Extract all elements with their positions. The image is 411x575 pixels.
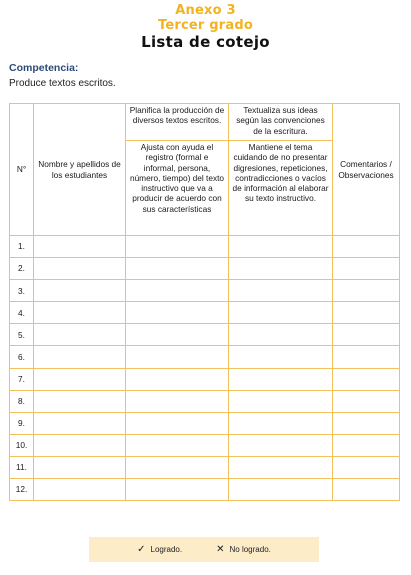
indicator-1-cell[interactable] xyxy=(126,434,229,456)
indicator-2-cell[interactable] xyxy=(229,302,333,324)
col-header-student-name: Nombre y apellidos de los estudiantes xyxy=(34,104,126,236)
indicator-2-cell[interactable] xyxy=(229,368,333,390)
indicator-1-cell[interactable] xyxy=(126,346,229,368)
indicator-2-cell[interactable] xyxy=(229,280,333,302)
row-number: 8. xyxy=(10,390,34,412)
table-row xyxy=(10,324,400,346)
student-name-cell[interactable] xyxy=(34,368,126,390)
comments-cell[interactable] xyxy=(333,346,400,368)
competencia-label: Competencia: xyxy=(9,62,79,74)
indicator-2-cell[interactable] xyxy=(229,390,333,412)
row-number: 2. xyxy=(10,258,34,280)
comments-cell[interactable] xyxy=(333,479,400,501)
indicator-2-cell[interactable] xyxy=(229,324,333,346)
indicator-2-cell[interactable] xyxy=(229,456,333,478)
row-number: 6. xyxy=(10,346,34,368)
row-number: 10. xyxy=(10,434,34,456)
check-icon: ✓ xyxy=(137,544,146,555)
student-name-cell[interactable] xyxy=(34,236,126,258)
table-row xyxy=(10,346,400,368)
indicator-2-cell[interactable] xyxy=(229,434,333,456)
student-name-cell[interactable] xyxy=(34,258,126,280)
student-name-cell[interactable] xyxy=(34,456,126,478)
indicator-1-cell[interactable] xyxy=(126,456,229,478)
legend-not-achieved-label: No logrado. xyxy=(229,545,271,554)
student-name-cell[interactable] xyxy=(34,280,126,302)
row-number: 3. xyxy=(10,280,34,302)
title-block xyxy=(0,3,411,51)
col-header-number: N° xyxy=(10,104,34,236)
student-name-cell[interactable] xyxy=(34,302,126,324)
comments-cell[interactable] xyxy=(333,434,400,456)
row-number: 7. xyxy=(10,368,34,390)
student-name-cell[interactable] xyxy=(34,434,126,456)
legend-achieved xyxy=(137,544,182,555)
capacidad-header: Textualiza sus ideas según las convenciones de la escritura. xyxy=(229,104,333,141)
legend-achieved-label: Logrado. xyxy=(150,545,183,554)
indicator-1-cell[interactable] xyxy=(126,324,229,346)
row-number: 11. xyxy=(10,456,34,478)
student-name-cell[interactable] xyxy=(34,412,126,434)
indicator-1-cell[interactable] xyxy=(126,390,229,412)
table-row xyxy=(10,258,400,280)
table-row xyxy=(10,434,400,456)
legend-not-achieved xyxy=(216,544,271,555)
indicator-2-cell[interactable] xyxy=(229,346,333,368)
comments-cell[interactable] xyxy=(333,412,400,434)
row-number: 5. xyxy=(10,324,34,346)
comments-cell[interactable] xyxy=(333,280,400,302)
indicador-header: Ajusta con ayuda el registro (formal e informal, persona, número, tiempo) del texto instructivo que va a producir de acuerdo con sus características xyxy=(126,141,229,236)
checklist-title: Lista de cotejo xyxy=(141,33,270,51)
row-number: 9. xyxy=(10,412,34,434)
comments-cell[interactable] xyxy=(333,456,400,478)
header-row-capacidades xyxy=(10,104,400,141)
comments-cell[interactable] xyxy=(333,368,400,390)
indicator-2-cell[interactable] xyxy=(229,236,333,258)
indicator-1-cell[interactable] xyxy=(126,368,229,390)
table-row xyxy=(10,368,400,390)
cross-icon: ✕ xyxy=(216,544,225,555)
row-number: 1. xyxy=(10,236,34,258)
indicator-2-cell[interactable] xyxy=(229,479,333,501)
indicator-1-cell[interactable] xyxy=(126,258,229,280)
col-header-comments: Comentarios / Observaciones xyxy=(333,104,400,236)
row-number: 4. xyxy=(10,302,34,324)
comments-cell[interactable] xyxy=(333,236,400,258)
indicator-1-cell[interactable] xyxy=(126,412,229,434)
indicator-2-cell[interactable] xyxy=(229,412,333,434)
indicator-1-cell[interactable] xyxy=(126,280,229,302)
comments-cell[interactable] xyxy=(333,302,400,324)
table-row xyxy=(10,390,400,412)
table-row xyxy=(10,479,400,501)
legend xyxy=(89,537,319,562)
table-row xyxy=(10,236,400,258)
student-name-cell[interactable] xyxy=(34,479,126,501)
indicator-1-cell[interactable] xyxy=(126,479,229,501)
capacidad-header: Planifica la producción de diversos textos escritos. xyxy=(126,104,229,141)
student-name-cell[interactable] xyxy=(34,390,126,412)
row-number: 12. xyxy=(10,479,34,501)
student-name-cell[interactable] xyxy=(34,346,126,368)
indicator-1-cell[interactable] xyxy=(126,302,229,324)
student-name-cell[interactable] xyxy=(34,324,126,346)
student-rows xyxy=(10,236,400,501)
comments-cell[interactable] xyxy=(333,324,400,346)
competencia-text: Produce textos escritos. xyxy=(9,78,116,89)
indicator-2-cell[interactable] xyxy=(229,258,333,280)
annex-title: Anexo 3 xyxy=(175,3,236,18)
indicator-1-cell[interactable] xyxy=(126,236,229,258)
grade-title: Tercer grado xyxy=(158,18,253,33)
comments-cell[interactable] xyxy=(333,390,400,412)
comments-cell[interactable] xyxy=(333,258,400,280)
table-row xyxy=(10,456,400,478)
table-row xyxy=(10,280,400,302)
indicador-header: Mantiene el tema cuidando de no presentar digresiones, repeticiones, contradicciones o vacíos de información al elaborar su texto instructivo. xyxy=(229,141,333,236)
checklist-table xyxy=(9,103,400,501)
table-row xyxy=(10,302,400,324)
table-row xyxy=(10,412,400,434)
